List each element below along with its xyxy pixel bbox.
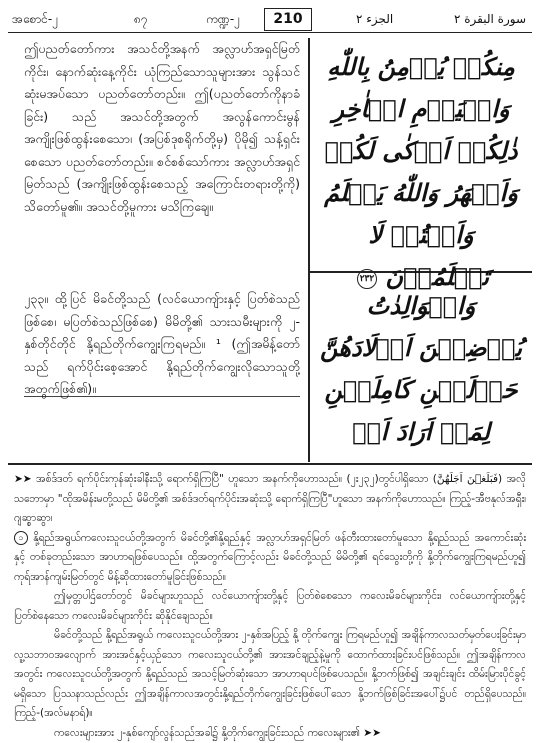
page-header <box>8 6 532 33</box>
footnote-text: အစ်ဒ်ဒတ် ရက်ပိုင်းကုန်ဆုံးခါနီးသို့ ရောက်ရှိကြပြီ" ဟူသော အနက်ကိုဟောသည်။ (၂း၂၃၂)တွင်ပါရှိသော (فَبَلَغۡنَ اَجَلَهُنَّ) အလိုသဘောမှာ "ထိုအမိန်းမတို့သည် မိမိတို့၏ အစ်ဒ်ဒတ်ရက်ပိုင်းအဆုံးသို့ ရောက်ရှိကြပြီ"ဟူသော အနက်ကိုဟောသည်။ ကြည့်-အီဗနုလ်အရှီး၊ ဂျဆ္စာဆွာ၊ <box>14 473 526 524</box>
ayah-number-mark: ٢٣٢ <box>357 269 377 289</box>
volume-label: အစောင်-၂ <box>12 6 58 32</box>
arabic-verse-1-text: مِنكُمۡ يُؤۡمِنُ بِاللّٰهِ وَالۡيَوۡمِ الۡاٰخِرِ ذٰلِكُمۡ اَزۡكٰى لَكُمۡ وَاَطۡهَرُ وَاللّٰهُ يَعۡلَمُ وَاَنۡتُمۡ لَا تَعۡلَمُوۡنَ <box>324 52 518 291</box>
footnote-5 <box>14 724 526 743</box>
juz-label: الجزء ٢ <box>356 6 393 32</box>
footnote-4 <box>14 626 526 724</box>
section-label: ကဏ္ဍ-၂ <box>206 6 240 32</box>
footnote-2 <box>14 529 526 588</box>
chapter-number: ၈၇ <box>134 6 148 32</box>
continue-arrow-icon: ➤➤ <box>14 473 32 485</box>
footnote-divider <box>8 463 532 465</box>
footnotes <box>14 470 526 706</box>
translation-paragraph-2: ၂၃၃။ ထို့ပြင် မိခင်တို့သည် (လင်ယောကျ်ားနှင့် ပြတ်စဲသည်ဖြစ်စေ၊ မပြတ်စဲသည်ဖြစ်စေ) မိမိတို့၏ သားသမီးများကို ၂-နှစ်တိုင်တိုင် နို့ရည်တိုက်ကျွေးကြရမည်။ ¹ (ဤအမိန့်တော်သည် ရက်ပိုင်းစေ့အောင် နို့ရည်တိုက်ကျွေးလိုသောသူတို့အတွက်ဖြစ်၏)။ <box>24 288 300 458</box>
footnote-text: မိခင်တို့သည် နို့ရည်အရွယ် ကလေးသူငယ်တို့အား ၂-နှစ်အပြည့် နို့ တိုက်ကျွေး ကြရမည်ဟူ၍ အချိန်ကာလသတ်မှတ်ပေးခြင်းမှာ လူ့သဘာဝအလျောက် အားအင်နှင့်ယှဉ်သော ကလေးသူငယ်တို့၏ အားအင်ချည့်နဲ့မှုကို ထောက်ထားခြင်းပင်ဖြစ်သည်။ ဤအချိန်ကာလအတွင်း ကလေးသူငယ်တို့အတွက် နို့ရည်သည် အသင့်မြတ်ဆုံးသော အာဟာရပင်ဖြစ်ပေသည်။ နို့ဘက်ဖြစ်၍ အချင်းချင်း ထိမ်းမြားပိုင်ခွင့်မရှိသော ပြဿနာသည်လည်း ဤအချိန်ကာလအတွင်းနို့ရည်တိုက်ကျွေးခြင်းဖြစ်ပေါ်သော နို့ဘက်ဖြစ်ခြင်းအပေါ်၌ပင် တည်ရှိပေသည်။ ကြည့်-(အလ်မနာရ်)။ <box>14 629 526 719</box>
footnote-text: ကလေးများအား ၂-နှစ်ကျော်လွန်သည်အခါ၌ နို့တိုက်ကျွေးခြင်းသည် ကလေးများ၏ <box>54 727 360 739</box>
footnote-3 <box>14 587 526 626</box>
arabic-verse-1 <box>318 46 524 298</box>
continue-arrow-icon: ➤➤ <box>363 727 381 739</box>
footnote-1 <box>14 470 526 529</box>
arabic-verse-2: وَالۡوَالِدٰتُ يُرۡضِعۡنَ اَوۡلَادَهُنَّ حَوۡلَيۡنِ كَامِلَيۡنِ لِمَنۡ اَرَادَ اَنۡ <box>318 285 524 453</box>
footnote-text: နို့ရည်အရွယ်ကလေးသူငယ်တို့အတွက် မိခင်တို့၏နို့ရည်နှင့် အလ္လာဟ်အရှင်မြတ် ဖန်တီးထားတော်မူသော နို့ရည်သည် အကောင်းဆုံးနှင့် တစ်ခုတည်းသော အာဟာရဖြစ်ပေသည်။ ထို့အတွက်ကြောင့်လည်း မိခင်တို့သည် မိမိတို့၏ ရင်သွေးတို့ကို နို့တိုက်ကျွေးကြရမည်ဟူ၍ ကုရ်အာန်ကျမ်းမြတ်တွင် မိန့်ဆိုထားတော်မူခြင်းဖြစ်သည်။ <box>14 532 526 583</box>
footnote-number: ၁ <box>14 531 28 545</box>
surah-label: سورة البقرة ٢ <box>454 6 526 32</box>
translation-paragraph-1: ဤပညတ်တော်ကား အသင်တို့အနက် အလ္လာဟ်အရှင်မြတ်ကိုင်း၊ နောက်ဆုံးနေ့ကိုင်း ယုံကြည်သောသူများအား သွန်သင်ဆုံးမအပ်သော ပညတ်တော်တည်း။ ဤ(ပညတ်တော်ကိုနာခံခြင်း) သည် အသင်တို့အတွက် အလွန်ကောင်းမွန် အကျိုးဖြစ်ထွန်းစေသော၊ (အပြစ်ဒုစရိုက်တို့မှ) ပိုမို၍ သန့်ရှင်းစေသော ပညတ်တော်တည်း။ စင်စစ်သော်ကား အလ္လာဟ်အရှင်မြတ်သည် (အကျိုးဖြစ်ထွန်းစေသည့် အကြောင်းတရားတို့ကို) သိတော်မူ၏။ အသင်တို့မူကား မသိကြချေ။ <box>24 38 300 262</box>
page-number: 210 <box>264 8 312 31</box>
footnote-text: ဤမှတ္တပါဌ်တော်တွင် မိခင်များဟူသည် လင်ယောကျ်ားတို့နှင့် ပြတ်စဲစေသော ကလေးမိခင်များကိုင်း၊ လင်ယောကျ်ားတို့နှင့် ပြတ်စဲနေသော ကလေးမိခင်များကိုင်း ဆိုနိုင်ချေသည်။ <box>14 590 526 622</box>
column-divider <box>308 38 310 462</box>
